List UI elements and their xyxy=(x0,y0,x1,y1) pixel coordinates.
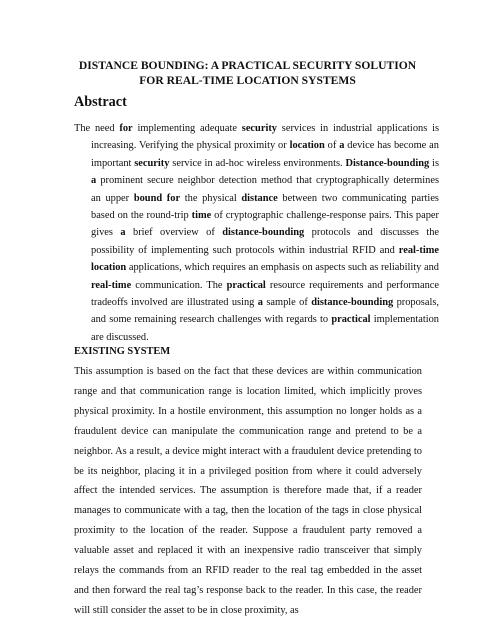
abstract-highlight: security xyxy=(134,157,170,169)
abstract-text: between two communicating parties based on the round-trip xyxy=(91,192,439,222)
abstract-text: service in ad-hoc wireless environments. xyxy=(169,157,346,169)
paper-title-line-2: FOR REAL-TIME LOCATION SYSTEMS xyxy=(139,74,356,87)
paper-title xyxy=(40,58,455,88)
abstract-highlight: time xyxy=(191,210,212,222)
abstract-highlight: bound for xyxy=(133,192,181,204)
abstract-highlight: practical xyxy=(226,279,266,291)
existing-system-paragraph: This assumption is based on the fact that these devices are within communication range and that communication range is location limited, which implicitly proves physical proximity. In a hostile environment, this assumption no longer holds as a fraudulent device can manipulate the communication range and pretend to be a neighbor. As a result, a device might interact with a fraudulent device pretending to be its neighbor, placing it in a privileged position from where it could adversely affect the intended services. The assumption is therefore made that, if a reader manages to communicate with a tag, then the location of the tags in close physical proximity to the location of the reader. Suppose a fraudulent party removed a valuable asset and replaced it with an inexpensive radio transceiver that simply relays the commands from an RFID reader to the real tag embedded in the asset and then forward the real tag’s response back to the reader. In this case, the reader will still consider the asset to be in close proximity, as xyxy=(74,366,422,616)
abstract-highlight: security xyxy=(241,123,277,134)
abstract-highlight: a xyxy=(339,140,345,152)
abstract-text: proposals, and some remaining research challenges with regards to xyxy=(91,297,439,326)
abstract-text: device has become an important xyxy=(91,140,439,169)
abstract-highlight: real-time location xyxy=(91,244,439,274)
abstract-highlight: real-time xyxy=(91,279,132,291)
abstract-highlight: a xyxy=(257,297,263,309)
abstract-text: the physical xyxy=(180,192,242,204)
abstract-paragraph xyxy=(74,120,439,346)
abstract-highlight: Distance-bounding xyxy=(345,157,430,169)
abstract-highlight: distance xyxy=(241,192,278,204)
abstract-text: protocols and discusses the possibility of implementing such protocols within industrial RFID and xyxy=(91,227,440,256)
abstract-text: prominent secure neighbor detection method that cryptographically determines an upper xyxy=(91,175,439,204)
abstract-highlight: distance-bounding xyxy=(311,297,394,309)
abstract-highlight: distance-bounding xyxy=(222,227,305,239)
abstract-highlight: practical xyxy=(331,314,371,326)
abstract-text: implementation are discussed. xyxy=(91,314,439,343)
abstract-text: of cryptographic challenge-response pairs. This paper gives xyxy=(91,210,439,239)
abstract-text: resource requirements and performance tradeoffs involved are illustrated using xyxy=(91,279,439,309)
abstract-highlight: a xyxy=(91,175,97,187)
abstract-text: brief overview of xyxy=(125,227,223,239)
abstract-highlight: location xyxy=(289,140,325,152)
paper-title-line-1: DISTANCE BOUNDING: A PRACTICAL SECURITY SOLUTION xyxy=(78,59,417,72)
existing-system-heading: EXISTING SYSTEM xyxy=(74,346,171,357)
abstract-text: implementing adequate xyxy=(132,123,242,134)
abstract-text: sample of xyxy=(262,297,312,309)
abstract-text: services in industrial applications is increasing. Verifying the physical proximity or xyxy=(91,123,439,152)
abstract-text: communication. The xyxy=(131,279,227,291)
abstract-highlight: for xyxy=(119,123,133,134)
abstract-highlight: a xyxy=(120,227,126,239)
abstract-heading: Abstract xyxy=(74,94,127,110)
abstract-text: is xyxy=(429,157,439,169)
abstract-text: The need xyxy=(74,123,120,134)
abstract-text: of xyxy=(324,140,340,152)
abstract-text: applications, which requires an emphasis on aspects such as reliability and xyxy=(126,262,439,274)
